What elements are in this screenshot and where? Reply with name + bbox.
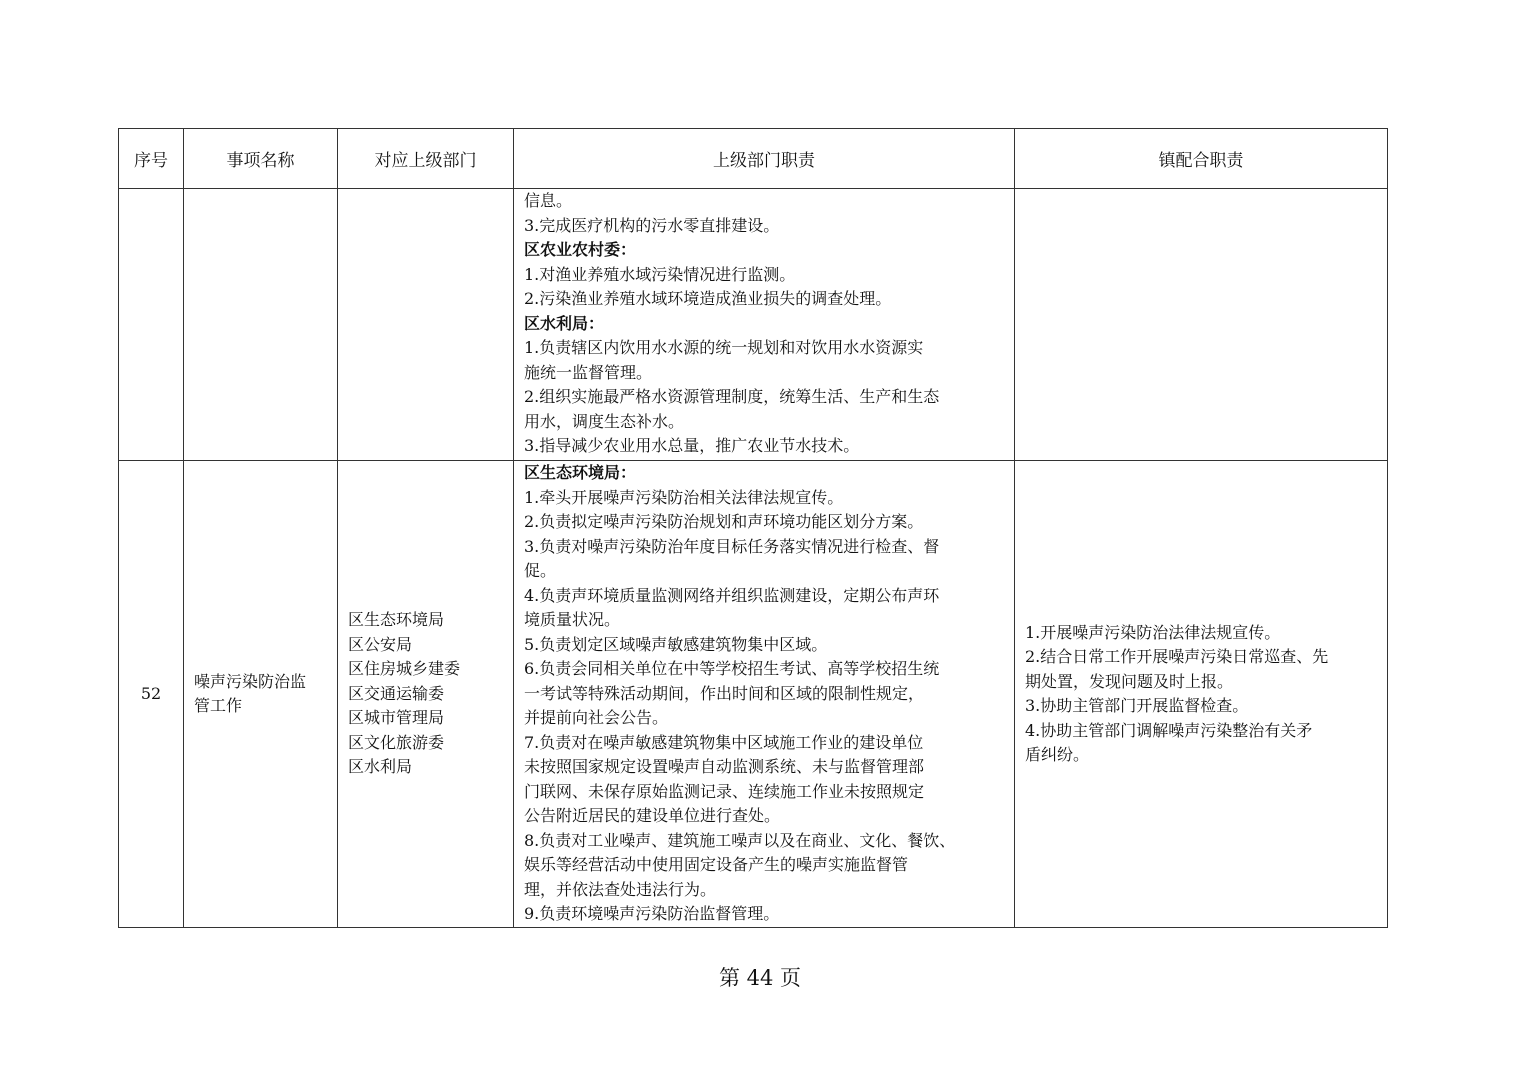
duty-line: 施统一监督管理。 [524, 362, 653, 382]
duty-line: 理，并依法查处违法行为。 [524, 879, 717, 899]
department-item: 区公安局 [348, 634, 413, 654]
duty-line: 3.指导减少农业用水总量，推广农业节水技术。 [524, 436, 860, 455]
table-header-row [119, 129, 1388, 189]
town-duties-cell [1015, 461, 1388, 928]
department-heading: 区农业农村委： [524, 240, 637, 259]
duty-line: 促。 [524, 561, 557, 580]
duty-line: 9.负责环境噪声污染防治监督管理。 [524, 904, 780, 923]
duty-line: 1.牵头开展噪声污染防治相关法律法规宣传。 [524, 487, 844, 507]
item-name-line: 噪声污染防治监 [194, 671, 307, 691]
town-duty-line: 1.开展噪声污染防治法律法规宣传。 [1025, 622, 1281, 642]
item-name-line: 管工作 [194, 696, 243, 715]
department-item: 区住房城乡建委 [348, 659, 461, 679]
page-number: 第 44 页 [718, 966, 802, 990]
duty-line: 3.完成医疗机构的污水零直排建设。 [524, 215, 780, 235]
superior-duties-list [524, 461, 1006, 927]
superior-duties-cell [514, 189, 1015, 461]
department-heading: 区水利局： [524, 313, 605, 333]
header-superior-duties: 上级部门职责 [514, 129, 1015, 189]
duty-line: 并提前向社会公告。 [524, 708, 669, 727]
town-duty-line: 盾纠纷。 [1025, 745, 1090, 764]
duty-line: 2.污染渔业养殖水域环境造成渔业损失的调查处理。 [524, 289, 892, 308]
duty-line: 7.负责对在噪声敏感建筑物集中区域施工作业的建设单位 [524, 732, 924, 752]
header-town-duties: 镇配合职责 [1015, 129, 1388, 189]
duty-line: 5.负责划定区域噪声敏感建筑物集中区域。 [524, 634, 828, 654]
department-item: 区水利局 [348, 757, 413, 777]
town-duty-line: 4.协助主管部门调解噪声污染整治有关矛 [1025, 720, 1313, 740]
department-heading: 区生态环境局： [524, 463, 637, 482]
department-cell [338, 189, 514, 461]
superior-duties-list [524, 189, 1006, 459]
duty-line: 2.负责拟定噪声污染防治规划和声环境功能区划分方案。 [524, 512, 924, 531]
town-duty-line: 2.结合日常工作开展噪声污染日常巡查、先 [1025, 647, 1329, 666]
duty-line: 门联网、未保存原始监测记录、连续施工作业未按照规定 [524, 781, 925, 801]
item-name-cell [184, 189, 338, 461]
duty-line: 8.负责对工业噪声、建筑施工噪声以及在商业、文化、餐饮、 [524, 830, 956, 850]
town-duty-line: 3.协助主管部门开展监督检查。 [1025, 696, 1249, 715]
header-superior-department: 对应上级部门 [338, 129, 514, 189]
department-cell [338, 461, 514, 928]
header-item-name: 事项名称 [184, 129, 338, 189]
duty-line: 4.负责声环境质量监测网络并组织监测建设，定期公布声环 [524, 585, 940, 605]
duty-line: 一考试等特殊活动期间，作出时间和区域的限制性规定， [524, 683, 925, 703]
duty-line: 信息。 [524, 191, 573, 210]
table-row-continued [119, 189, 1388, 461]
duty-line: 1.对渔业养殖水域污染情况进行监测。 [524, 264, 796, 284]
header-serial: 序号 [119, 129, 184, 189]
serial-cell [119, 189, 184, 461]
duties-table [118, 128, 1388, 928]
duty-line: 2.组织实施最严格水资源管理制度，统筹生活、生产和生态 [524, 387, 940, 406]
duty-line: 6.负责会同相关单位在中等学校招生考试、高等学校招生统 [524, 659, 940, 678]
duty-line: 3.负责对噪声污染防治年度目标任务落实情况进行检查、督 [524, 536, 940, 556]
department-item: 区城市管理局 [348, 708, 445, 728]
department-item: 区生态环境局 [348, 610, 445, 630]
duty-line: 公告附近居民的建设单位进行查处。 [524, 806, 781, 825]
duty-line: 境质量状况。 [524, 610, 621, 629]
town-duty-line: 期处置，发现问题及时上报。 [1025, 671, 1234, 691]
duty-line: 未按照国家规定设置噪声自动监测系统、未与监督管理部 [524, 757, 925, 776]
duty-line: 1.负责辖区内饮用水水源的统一规划和对饮用水水资源实 [524, 338, 924, 357]
department-item: 区文化旅游委 [348, 732, 445, 752]
duty-line: 用水，调度生态补水。 [524, 411, 685, 431]
table-row-52 [119, 461, 1388, 928]
serial-cell: 52 [119, 461, 184, 928]
item-name-cell [184, 461, 338, 928]
superior-duties-cell [514, 461, 1015, 928]
duty-line: 娱乐等经营活动中使用固定设备产生的噪声实施监督管 [524, 855, 909, 874]
department-item: 区交通运输委 [348, 683, 445, 703]
town-duties-cell [1015, 189, 1388, 461]
